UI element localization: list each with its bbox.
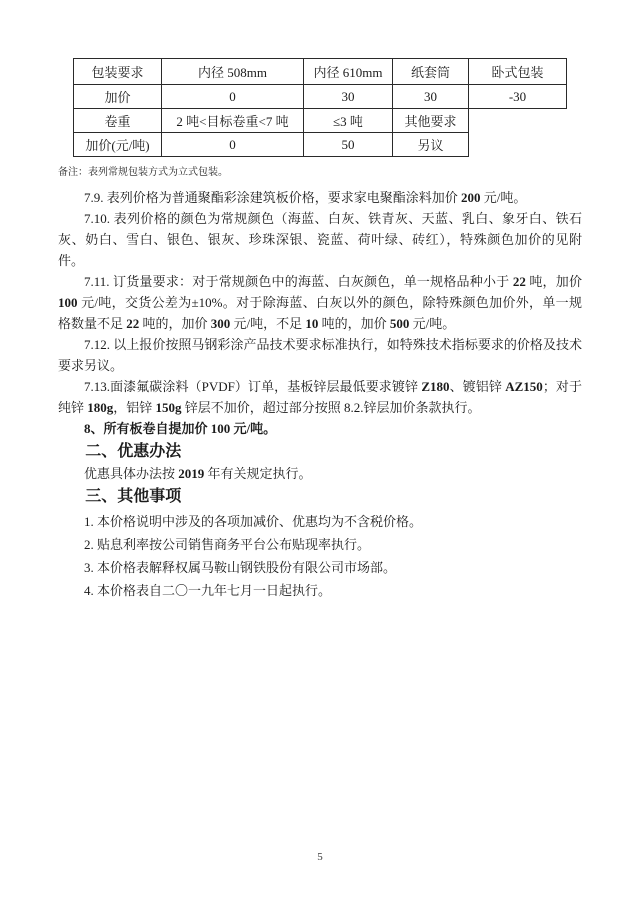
- table-cell: -30: [469, 85, 567, 109]
- clause-7-12: 7.12. 以上报价按照马钢彩涂产品技术要求标准执行，如特殊技术指标要求的价格及技术要求另议。: [58, 337, 582, 373]
- section-heading-discount: 二、优惠办法: [85, 443, 182, 460]
- list-item: 2. 贴息利率按公司销售商务平台公布贴现率执行。: [84, 537, 371, 552]
- table-cell: ≤3 吨: [304, 109, 393, 133]
- table-cell: 内径 508mm: [162, 59, 304, 85]
- other-items-list: [58, 510, 582, 602]
- clause-7-9: 7.9. 表列价格为普通聚酯彩涂建筑板价格，要求家电聚酯涂料加价 200 元/吨。: [84, 190, 527, 205]
- table-cell: 50: [304, 133, 393, 157]
- table-row: [74, 59, 567, 85]
- table-footnote: 备注：表列常规包装方式为立式包装。: [58, 167, 228, 178]
- table-row: [74, 109, 567, 133]
- list-item: 1. 本价格说明中涉及的各项加减价、优惠均为不含税价格。: [84, 514, 423, 529]
- clause-7-11: 7.11. 订货量要求：对于常规颜色中的海蓝、白灰颜色，单一规格品种小于 22 吨，加价 100 元/吨，交货公差为±10%。对于除海蓝、白灰以外的颜色，除特殊颜色加价外，单一规格数量不足 22 吨的，加价 300 元/吨，不足 10 吨的，加价 500 元/吨。: [58, 274, 582, 331]
- table-cell: 卧式包装: [469, 59, 567, 85]
- table-cell: 包装要求: [74, 59, 162, 85]
- table-cell: 内径 610mm: [304, 59, 393, 85]
- table-cell: 2 吨<目标卷重<7 吨: [162, 109, 304, 133]
- packaging-price-table: [73, 58, 567, 157]
- clause-7-13: 7.13.面漆氟碳涂料（PVDF）订单，基板锌层最低要求镀锌 Z180、镀铝锌 AZ150；对于纯锌 180g，铝锌 150g 锌层不加价，超过部分按照 8.2.锌层加价条款执行。: [58, 379, 582, 415]
- table-cell: 0: [162, 133, 304, 157]
- discount-body: 优惠具体办法按 2019 年有关规定执行。: [84, 466, 312, 481]
- table-cell-empty: [469, 133, 567, 157]
- list-item: 4. 本价格表自二〇一九年七月一日起执行。: [84, 583, 332, 598]
- table-cell: 30: [393, 85, 469, 109]
- table-row: [74, 85, 567, 109]
- table-cell: 另议: [393, 133, 469, 157]
- page-content: [58, 58, 582, 602]
- table-cell: 其他要求: [393, 109, 469, 133]
- table-cell: 卷重: [74, 109, 162, 133]
- table-cell: 加价: [74, 85, 162, 109]
- table-cell: 加价(元/吨): [74, 133, 162, 157]
- list-item: 3. 本价格表解释权属马鞍山钢铁股份有限公司市场部。: [84, 560, 397, 575]
- table-cell-empty: [469, 109, 567, 133]
- clause-7-10: 7.10. 表列价格的颜色为常规颜色（海蓝、白灰、铁青灰、天蓝、乳白、象牙白、铁石灰、奶白、雪白、银色、银灰、珍珠深银、瓷蓝、荷叶绿、砖红），特殊颜色加价的见附件。: [58, 211, 582, 268]
- clause-8: 8、所有板卷自提加价 100 元/吨。: [84, 421, 277, 436]
- table-row: [74, 133, 567, 157]
- table-cell: 30: [304, 85, 393, 109]
- page-number: 5: [317, 851, 323, 863]
- section-heading-other: 三、其他事项: [85, 488, 182, 505]
- table-cell: 0: [162, 85, 304, 109]
- table-cell: 纸套筒: [393, 59, 469, 85]
